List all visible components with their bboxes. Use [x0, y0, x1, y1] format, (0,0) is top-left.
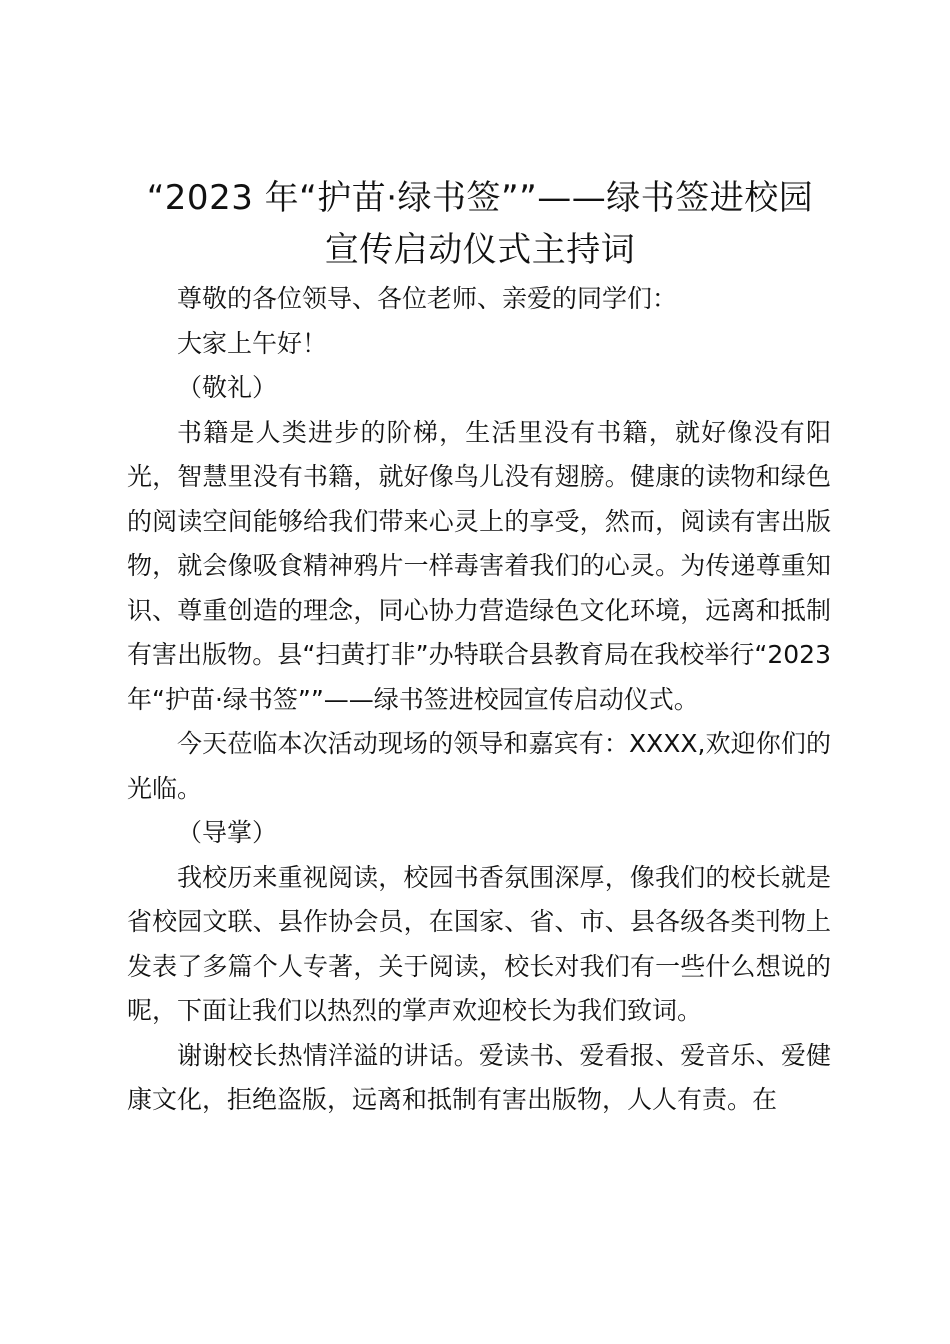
title-line-1: “2023 年“护苗·绿书签””——绿书签进校园	[146, 178, 814, 218]
document-title	[110, 172, 850, 276]
paragraph-salutation: 尊敬的各位领导、各位老师、亲爱的同学们：	[177, 284, 678, 313]
paragraph-guests: 今天莅临本次活动现场的领导和嘉宾有：XXXX,欢迎你们的光临。	[127, 729, 831, 803]
paragraph-principal-intro: 我校历来重视阅读，校园书香氛围深厚，像我们的校长就是省校园文联、县作协会员，在国家、省、市、县各级各类刊物上发表了多篇个人专著，关于阅读，校长对我们有一些什么想说的呢，下面让我们以热烈的掌声欢迎校长为我们致词。	[127, 862, 831, 1025]
paragraph-greeting: 大家上午好！	[177, 328, 328, 358]
document-body	[127, 277, 831, 1123]
paragraph-stage-direction-salute: （敬礼）	[177, 373, 278, 402]
paragraph-thanks: 谢谢校长热情洋溢的讲话。爱读书、爱看报、爱音乐、爱健康文化，拒绝盗版，远离和抵制有害出版物，人人有责。在	[127, 1040, 831, 1114]
paragraph-stage-direction-applause: （导掌）	[177, 818, 278, 847]
title-line-2: 宣传启动仪式主持词	[324, 230, 636, 270]
paragraph-introduction: 书籍是人类进步的阶梯，生活里没有书籍，就好像没有阳光，智慧里没有书籍，就好像鸟儿没有翅膀。健康的读物和绿色的阅读空间能够给我们带来心灵上的享受，然而，阅读有害出版物，就会像吸食精神鸦片一样毒害着我们的心灵。为传递尊重知识、尊重创造的理念，同心协力营造绿色文化环境，远离和抵制有害出版物。县“扫黄打非”办特联合县教育局在我校举行“2023 年“护苗·绿书签””——绿书签进校园宣传启动仪式。	[127, 417, 831, 714]
